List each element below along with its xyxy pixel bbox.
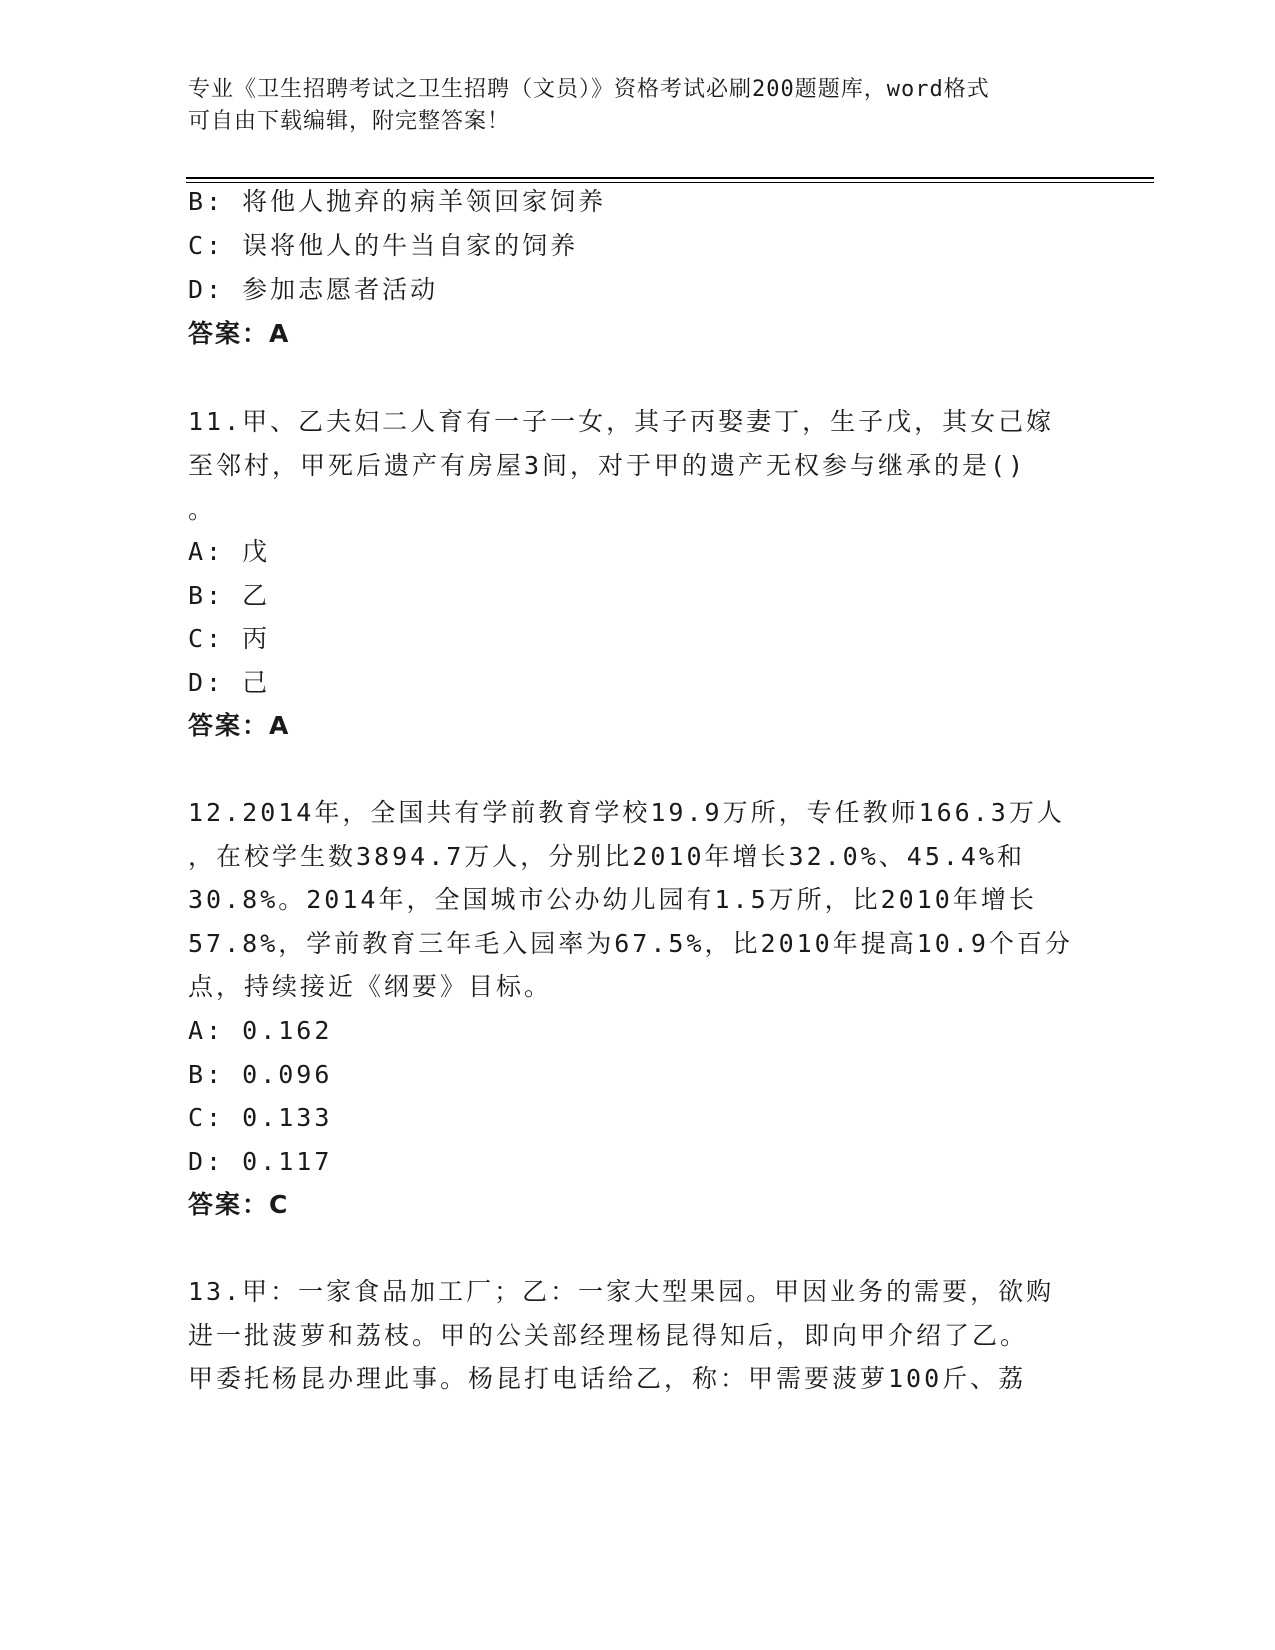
q13-stem-line-1: 13.甲：一家食品加工厂；乙：一家大型果园。甲因业务的需要，欲购: [188, 1277, 1055, 1306]
q12-option-b: B: 0.096: [188, 1060, 333, 1089]
q10-option-d: D: 参加志愿者活动: [188, 275, 439, 304]
q11-answer: 答案：A: [188, 711, 291, 740]
q12-option-d: D: 0.117: [188, 1147, 333, 1176]
q11-option-b: B: 乙: [188, 581, 271, 610]
q12-stem-line-1: 12.2014年，全国共有学前教育学校19.9万所，专任教师166.3万人: [188, 798, 1065, 827]
q13-stem-line-2: 进一批菠萝和荔枝。甲的公关部经理杨昆得知后，即向甲介绍了乙。: [188, 1321, 1029, 1350]
q12-stem-line-4: 57.8%，学前教育三年毛入园率为67.5%，比2010年提高10.9个百分: [188, 929, 1073, 958]
q12-option-c: C: 0.133: [188, 1103, 333, 1132]
header-line-1: 专业《卫生招聘考试之卫生招聘（文员）》资格考试必刷200题题库，word格式: [188, 77, 990, 102]
q12-stem-line-3: 30.8%。2014年，全国城市公办幼儿园有1.5万所，比2010年增长: [188, 885, 1037, 914]
q11-option-c: C: 丙: [188, 624, 271, 653]
q10-answer: 答案：A: [188, 319, 291, 348]
q10-option-b: B: 将他人抛弃的病羊领回家饲养: [188, 187, 607, 216]
header-line-2: 可自由下载编辑，附完整答案！: [188, 109, 511, 134]
q11-stem-line-1: 11.甲、乙夫妇二人育有一子一女，其子丙娶妻丁，生子戊，其女己嫁: [188, 407, 1055, 436]
q11-stem-line-3: 。: [188, 495, 217, 524]
q11-option-a: A: 戊: [188, 537, 271, 566]
q11-option-d: D: 己: [188, 668, 271, 697]
q13-stem-line-3: 甲委托杨昆办理此事。杨昆打电话给乙，称：甲需要菠萝100斤、荔: [188, 1364, 1027, 1393]
q12-option-a: A: 0.162: [188, 1016, 333, 1045]
q10-option-c: C: 误将他人的牛当自家的饲养: [188, 231, 579, 260]
q12-stem-line-5: 点，持续接近《纲要》目标。: [188, 972, 553, 1001]
q12-stem-line-2: ，在校学生数3894.7万人，分别比2010年增长32.0%、45.4%和: [188, 842, 1026, 871]
q11-stem-line-2: 至邻村，甲死后遗产有房屋3间，对于甲的遗产无权参与继承的是(): [188, 451, 1027, 480]
q12-answer: 答案：C: [188, 1190, 290, 1219]
header-divider-thick: [186, 177, 1154, 179]
document-header: [188, 74, 1068, 138]
